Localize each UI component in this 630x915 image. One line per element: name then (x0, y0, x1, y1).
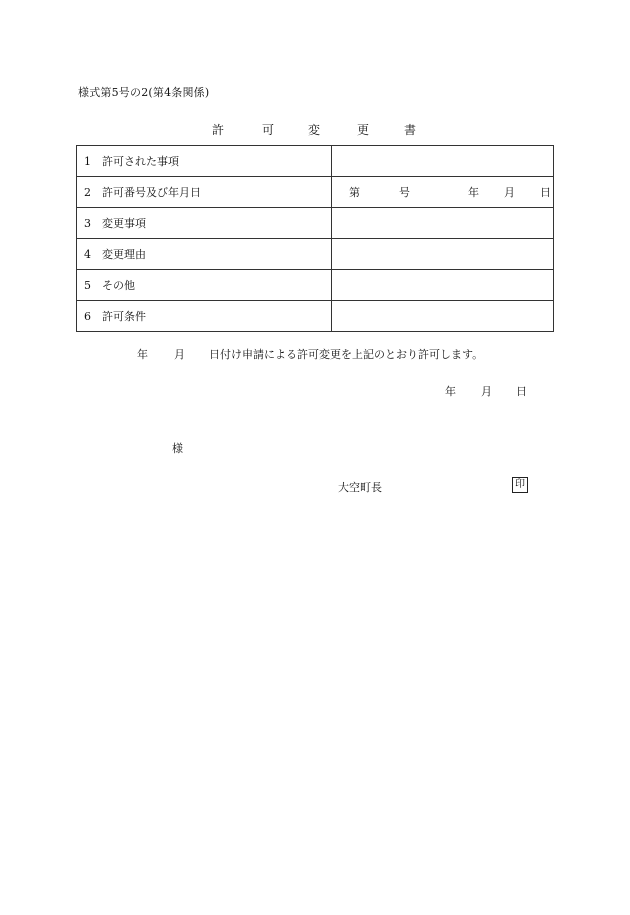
row-number: 4 (84, 248, 91, 261)
table-row (77, 177, 554, 208)
issue-year: 年 (445, 385, 456, 398)
row-number: 5 (84, 279, 91, 292)
title-char: 書 (404, 123, 417, 137)
row-label: 許可された事項 (102, 155, 179, 168)
row-label-cell (77, 146, 332, 177)
table-row (77, 270, 554, 301)
title-char: 更 (357, 123, 370, 137)
row-label: 変更事項 (102, 217, 146, 230)
row-number: 2 (84, 186, 91, 199)
day-label: 日 (540, 186, 551, 199)
table-row (77, 239, 554, 270)
sentence-year: 年 (137, 348, 148, 361)
title-char: 変 (308, 123, 321, 137)
row-label-cell (77, 208, 332, 239)
row-value-cell (332, 146, 554, 177)
permit-change-table (76, 145, 554, 332)
row-value-cell (332, 301, 554, 332)
table-row (77, 301, 554, 332)
sentence-text: 日付け申請による許可変更を上記のとおり許可します。 (209, 348, 484, 361)
title-char: 許 (212, 123, 225, 137)
table-row (77, 208, 554, 239)
dai-label: 第 (349, 186, 360, 199)
year-label: 年 (468, 186, 479, 199)
month-label: 月 (504, 186, 515, 199)
row-number: 1 (84, 155, 91, 168)
go-label: 号 (399, 186, 410, 199)
row-label-cell (77, 301, 332, 332)
row-number: 3 (84, 217, 91, 230)
issue-month: 月 (481, 385, 492, 398)
row-value-cell (332, 239, 554, 270)
seal-icon: 印 (512, 477, 528, 493)
row-label: 許可条件 (102, 310, 146, 323)
row-label-cell (77, 239, 332, 270)
row-number: 6 (84, 310, 91, 323)
issue-day: 日 (516, 385, 527, 398)
row-label: その他 (102, 279, 135, 292)
addressee-suffix: 様 (172, 442, 183, 455)
sentence-month: 月 (174, 348, 185, 361)
table-row (77, 146, 554, 177)
row-label-cell (77, 270, 332, 301)
row-label-cell (77, 177, 332, 208)
issuer-title: 大空町長 (338, 481, 382, 494)
form-number-label: 様式第5号の2(第4条関係) (78, 86, 210, 99)
row-label: 変更理由 (102, 248, 146, 261)
title-char: 可 (262, 123, 275, 137)
row-value-cell (332, 208, 554, 239)
row-label: 許可番号及び年月日 (102, 186, 201, 199)
permit-number-date-cell (332, 177, 554, 208)
approval-sentence (137, 346, 483, 362)
row-value-cell (332, 270, 554, 301)
